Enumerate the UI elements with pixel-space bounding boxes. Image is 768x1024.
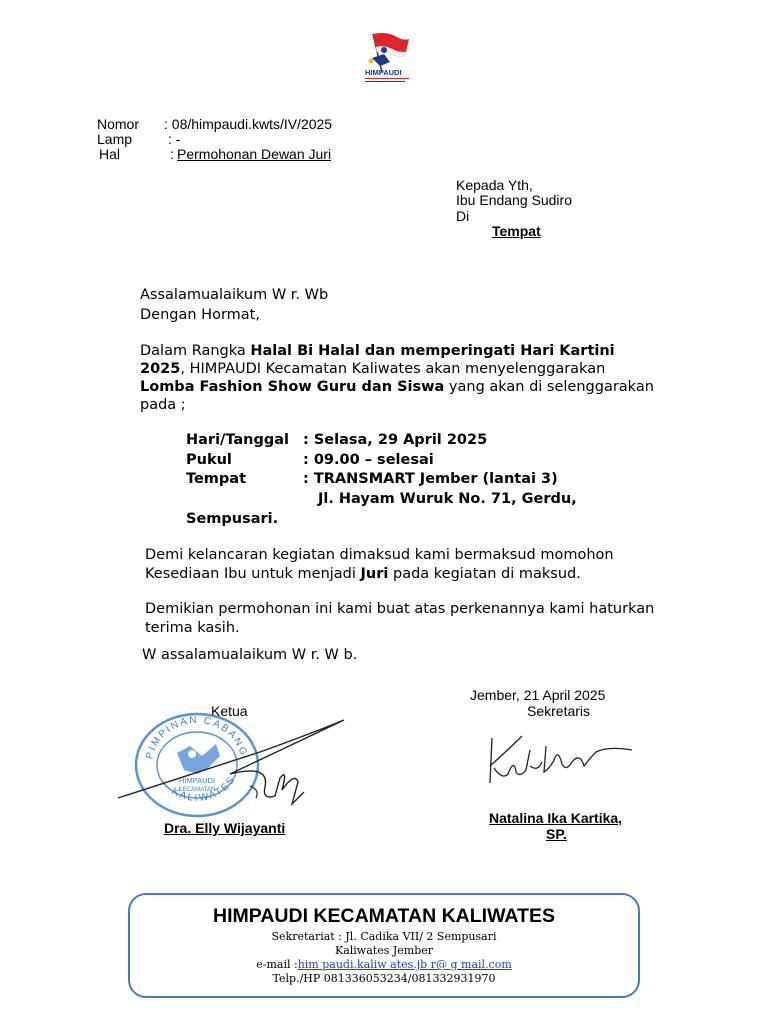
right-signature bbox=[480, 728, 640, 798]
paragraph-1-line-2 bbox=[140, 361, 605, 377]
svg-text:KALIWATES: KALIWATES bbox=[169, 773, 239, 804]
paragraph-1-line-1 bbox=[140, 343, 615, 359]
right-name-line-1: Natalina Ika Kartika, bbox=[489, 810, 623, 826]
nomor-label: Nomor bbox=[97, 116, 140, 132]
event-day-label: Hari/Tanggal bbox=[186, 432, 289, 448]
p1-bold-lomba: Lomba Fashion Show Guru dan Siswa bbox=[140, 379, 445, 395]
left-name: Dra. Elly Wijayanti bbox=[164, 820, 286, 836]
p2-bold-juri: Juri bbox=[360, 566, 389, 582]
signature-date: Jember, 21 April 2025 bbox=[470, 687, 606, 703]
hal-separator: : bbox=[170, 146, 174, 162]
recipient-line-3: Di bbox=[456, 208, 470, 224]
event-time-label: Pukul bbox=[186, 452, 232, 468]
p2-text-c: pada kegiatan di maksud. bbox=[388, 566, 581, 582]
right-name-line-2: SP. bbox=[546, 826, 567, 842]
recipient-line-2: Ibu Endang Sudiro bbox=[456, 192, 572, 208]
recipient-line-1: Kepada Yth, bbox=[456, 177, 533, 193]
logo-underline bbox=[365, 78, 409, 79]
closing-salam: W assalamualaikum W r. W b. bbox=[142, 647, 358, 663]
event-time-value: : 09.00 – selesai bbox=[303, 452, 434, 468]
event-place-value: : TRANSMART Jember (lantai 3) bbox=[303, 471, 558, 487]
footer-address-1: Sekretariat : Jl. Cadika VII/ 2 Sempusari bbox=[271, 930, 497, 943]
footer-address-2: Kaliwates Jember bbox=[334, 944, 434, 957]
left-role: Ketua bbox=[211, 703, 248, 719]
lamp-value: : - bbox=[168, 131, 181, 147]
event-day-value: : Selasa, 29 April 2025 bbox=[303, 432, 488, 448]
footer-email-line bbox=[0, 958, 768, 971]
paragraph-2-line-1: Demi kelancaran kegiatan dimaksud kami bermaksud momohon bbox=[145, 547, 614, 563]
paragraph-3-line-1: Demikian permohonan ini kami buat atas perkenannya kami haturkan bbox=[145, 601, 655, 617]
recipient-place: Tempat bbox=[492, 223, 541, 239]
p1-text-d: , HIMPAUDI Kecamatan Kaliwates akan menyelenggarakan bbox=[180, 361, 606, 377]
footer-email-label: e-mail : bbox=[256, 958, 298, 971]
event-place-label: Tempat bbox=[186, 471, 247, 487]
hal-label: Hal bbox=[99, 146, 121, 162]
svg-text:PIMPINAN CABANG: PIMPINAN CABANG bbox=[144, 714, 250, 761]
left-signature bbox=[110, 712, 350, 812]
paragraph-3-line-2: terima kasih. bbox=[145, 620, 240, 636]
nomor-value: : 08/himpaudi.kwts/IV/2025 bbox=[164, 116, 333, 132]
logo-text: HIMPAUDI bbox=[365, 68, 402, 77]
greeting-salam: Assalamualaikum W r. Wb bbox=[140, 287, 329, 303]
hal-value: Permohonan Dewan Juri bbox=[177, 146, 332, 162]
stamp-center-2: KECAMATAN bbox=[178, 787, 216, 793]
paragraph-1-line-3 bbox=[140, 379, 654, 395]
event-address-line-1: Jl. Hayam Wuruk No. 71, Gerdu, bbox=[318, 491, 577, 507]
p1-bold-year: 2025 bbox=[140, 361, 181, 377]
p2-text-a: Kesediaan Ibu untuk menjadi bbox=[145, 566, 361, 582]
p1-text-f: yang akan di selenggarakan bbox=[444, 379, 654, 395]
footer-email-link[interactable]: him paudi.kaliw ates.jb r@ g mail.com bbox=[297, 958, 512, 971]
paragraph-1-line-4: pada ; bbox=[140, 397, 186, 413]
stamp-center-1: HIMPAUDI bbox=[178, 776, 216, 785]
lamp-label: Lamp bbox=[97, 131, 133, 147]
footer-phone: Telp./HP 081336053234/081332931970 bbox=[272, 972, 496, 985]
paragraph-2-line-2 bbox=[145, 566, 581, 582]
himpaudi-logo bbox=[362, 28, 412, 90]
event-address-line-2: Sempusari. bbox=[186, 511, 279, 527]
footer-title: HIMPAUDI KECAMATAN KALIWATES bbox=[213, 905, 555, 927]
right-role: Sekretaris bbox=[527, 703, 591, 719]
logo-underline-2 bbox=[365, 81, 405, 82]
p1-bold-event: Halal Bi Halal dan memperingati Hari Kartini bbox=[250, 343, 615, 359]
greeting-hormat: Dengan Hormat, bbox=[140, 307, 260, 323]
p1-text-a: Dalam Rangka bbox=[140, 343, 251, 359]
